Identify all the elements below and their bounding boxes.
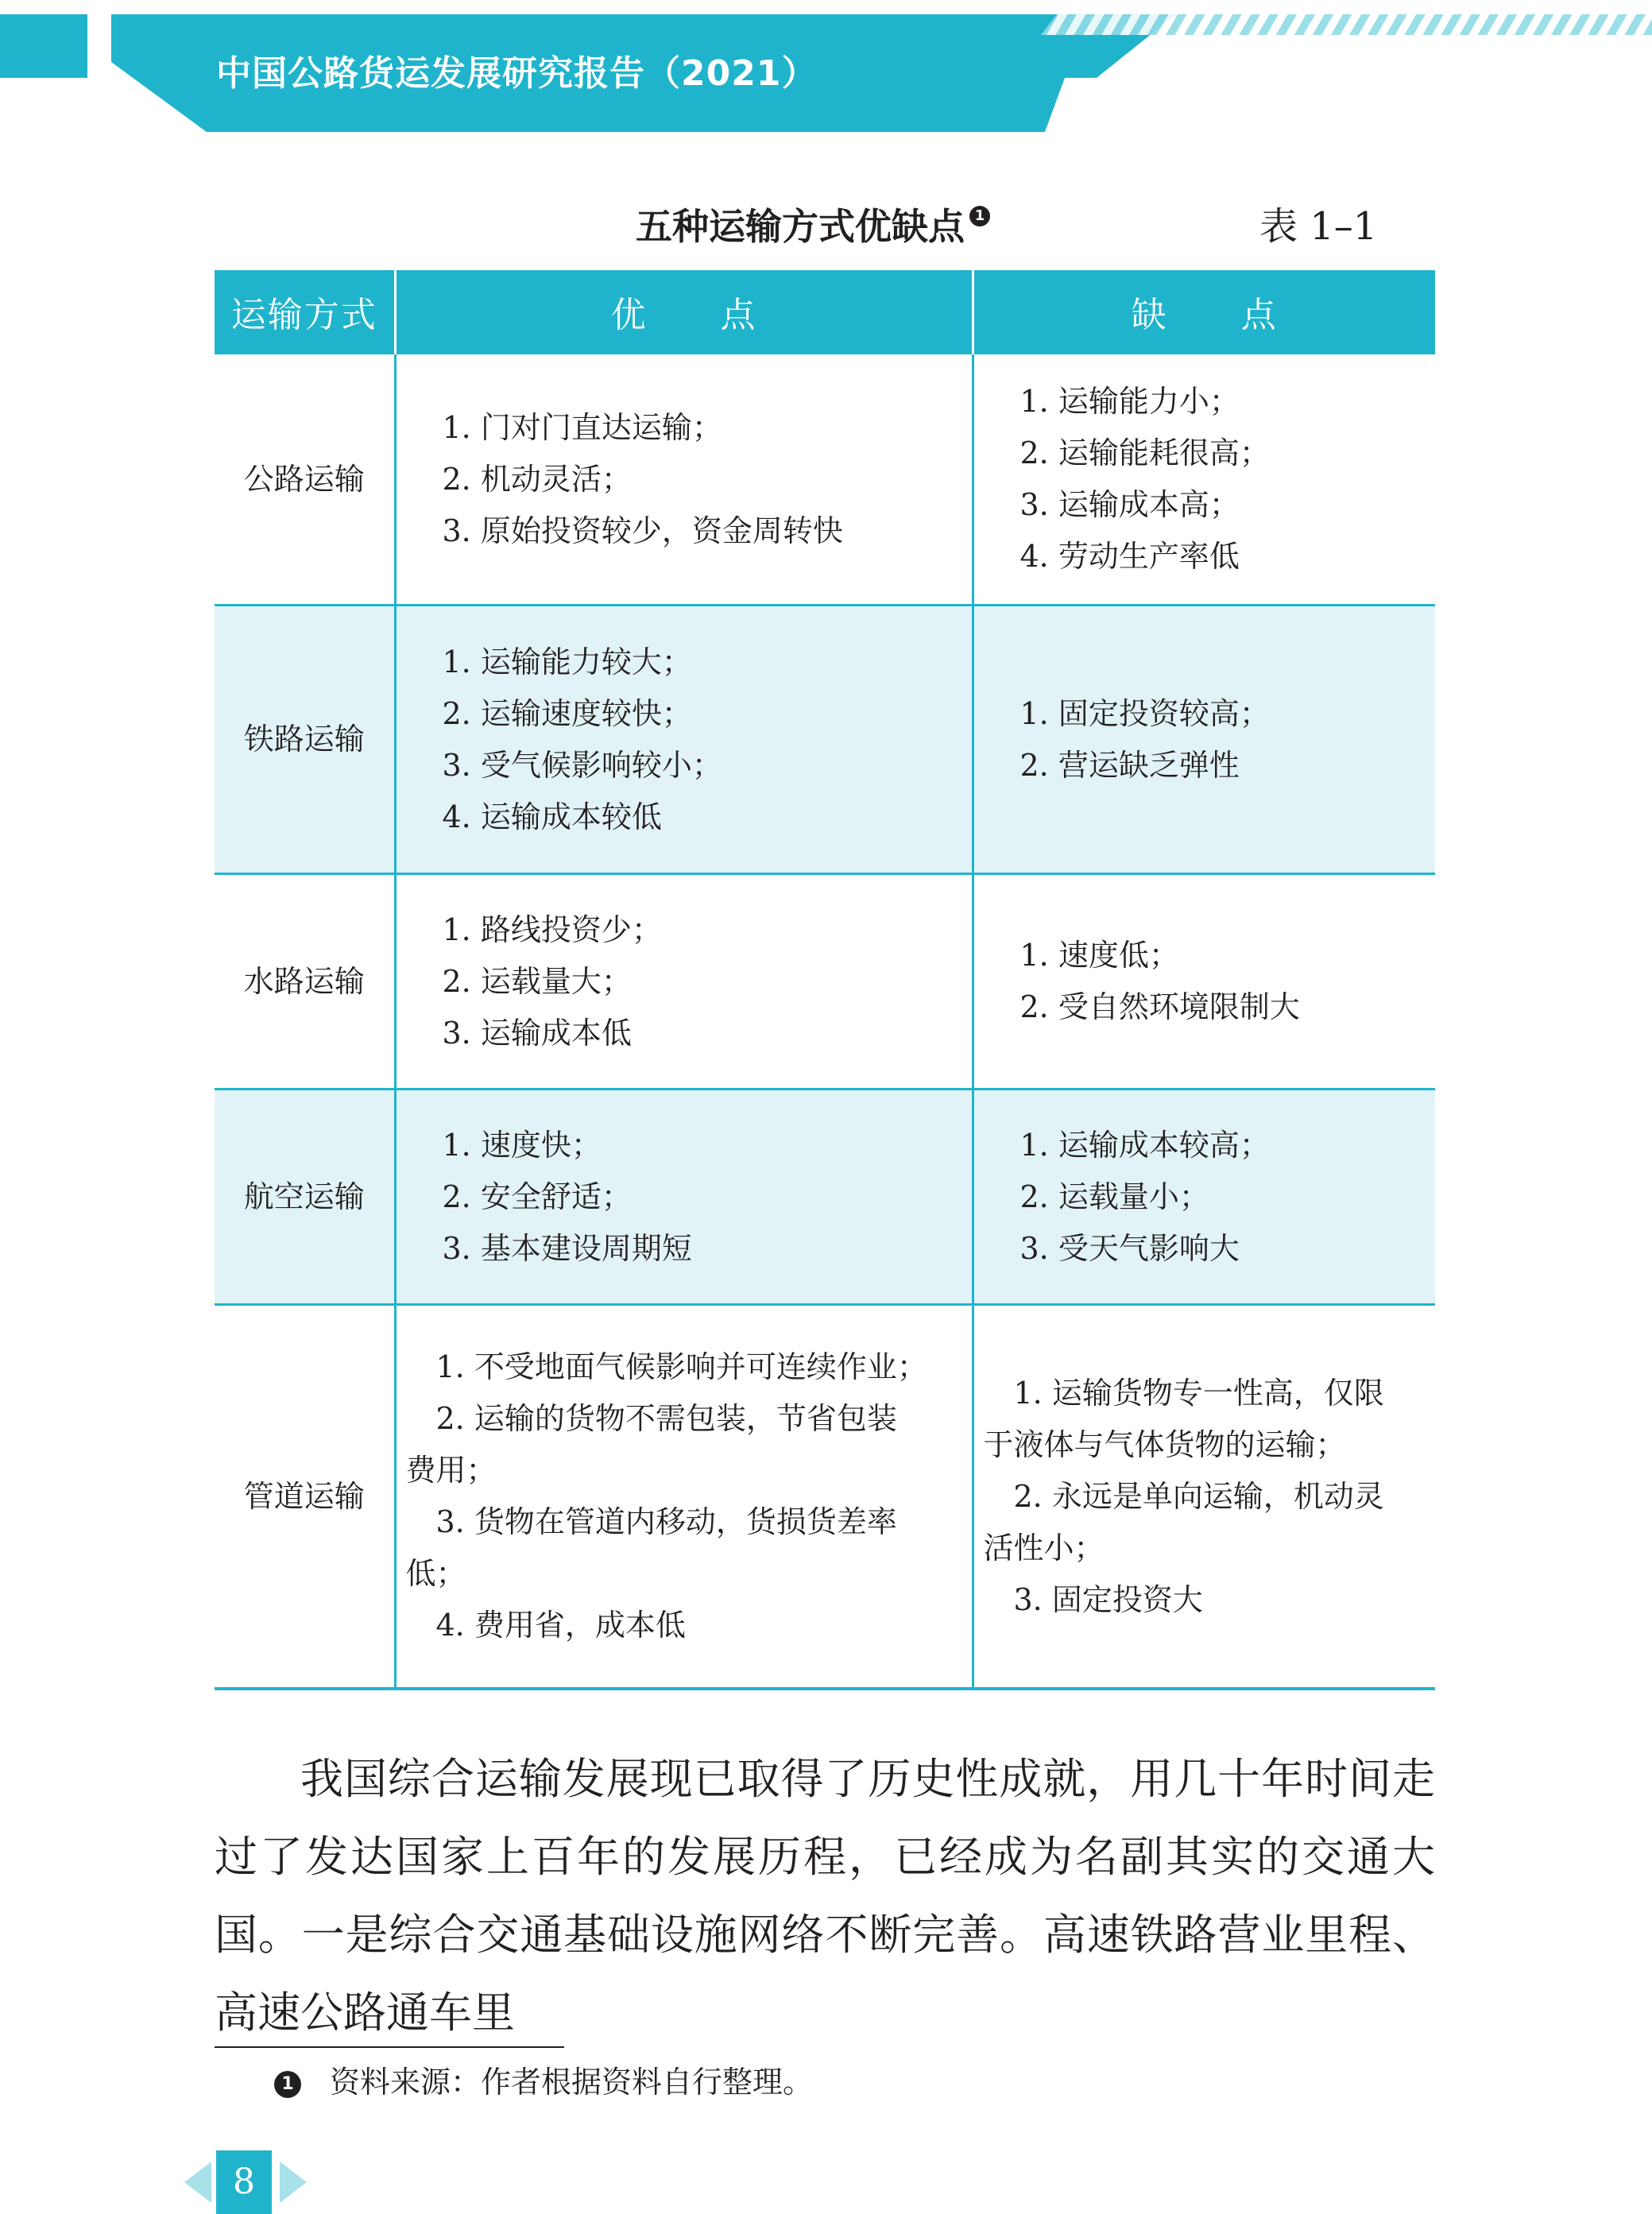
list-item: 1. 运输成本较高； — [1019, 1127, 1270, 1163]
list-item: 2. 安全舒适； — [442, 1179, 632, 1214]
list-item: 2. 机动灵活； — [442, 461, 632, 497]
list-item-continuation: 于液体与气体货物的运输； — [983, 1426, 1346, 1462]
table-row — [215, 354, 1435, 606]
header-cons: 缺 点 — [973, 270, 1435, 354]
list-item: 2. 运输的货物不需包装，节省包装 — [435, 1401, 897, 1436]
pros-cell — [395, 1305, 973, 1690]
list-item: 3. 货物在管道内移动，货损货差率 — [435, 1504, 897, 1539]
header-mode: 运输方式 — [215, 270, 395, 354]
list-item: 1. 路线投资少； — [442, 912, 662, 947]
list-item: 4. 费用省，成本低 — [435, 1608, 686, 1643]
list-item: 3. 受气候影响较小； — [442, 747, 722, 783]
list-item: 1. 不受地面气候影响并可连续作业； — [435, 1349, 927, 1384]
list-item: 3. 固定投资大 — [1013, 1581, 1203, 1617]
cons-cell — [973, 354, 1435, 606]
pros-cell — [395, 606, 973, 874]
mode-cell: 管道运输 — [215, 1305, 395, 1690]
mode-cell: 公路运输 — [215, 354, 395, 606]
list-item: 2. 运载量大； — [442, 963, 632, 999]
header-pros: 优 点 — [395, 270, 973, 354]
pros-cell — [395, 1090, 973, 1305]
list-item: 2. 运输能耗很高； — [1019, 435, 1270, 470]
mode-cell: 铁路运输 — [215, 606, 395, 874]
list-item: 4. 运输成本较低 — [442, 799, 662, 834]
footnote — [274, 2058, 813, 2106]
table-row — [215, 1090, 1435, 1305]
table-row — [215, 874, 1435, 1090]
table-caption-text: 五种运输方式优缺点 — [636, 205, 965, 248]
list-item: 3. 运输成本低 — [442, 1015, 632, 1051]
pros-cell — [395, 354, 973, 606]
cons-cell — [973, 1090, 1435, 1305]
header-accent-block — [0, 14, 87, 78]
cons-cell — [973, 874, 1435, 1090]
list-item: 1. 速度快； — [442, 1127, 602, 1163]
mode-cell: 水路运输 — [215, 874, 395, 1090]
list-item: 1. 运输能力较大； — [442, 644, 692, 679]
comparison-table — [215, 270, 1435, 1690]
next-page-arrow-icon[interactable] — [280, 2162, 307, 2203]
list-item: 2. 运输速度较快； — [442, 695, 692, 731]
header-stripes — [993, 14, 1652, 35]
footnote-marker[interactable]: 1 — [969, 206, 990, 226]
list-item: 3. 运输成本高； — [1019, 487, 1240, 522]
list-item: 2. 运载量小； — [1019, 1179, 1209, 1214]
table-row — [215, 606, 1435, 874]
table-header-row — [215, 270, 1435, 354]
footnote-text: 资料来源：作者根据资料自行整理。 — [330, 2065, 814, 2100]
list-item: 3. 基本建设周期短 — [442, 1230, 692, 1266]
pros-cell — [395, 874, 973, 1090]
cons-cell — [973, 1305, 1435, 1690]
cons-cell — [973, 606, 1435, 874]
list-item-continuation: 低； — [405, 1556, 466, 1591]
table-number: 表 1–1 — [1259, 204, 1378, 249]
list-item: 1. 门对门直达运输； — [442, 409, 722, 445]
prev-page-arrow-icon[interactable] — [184, 2162, 211, 2203]
list-item: 1. 运输货物专一性高，仅限 — [1013, 1375, 1384, 1411]
list-item: 2. 受自然环境限制大 — [1019, 989, 1300, 1024]
table-caption — [636, 199, 990, 254]
page-number: 8 — [216, 2150, 272, 2214]
footnote-number: 1 — [274, 2071, 301, 2098]
running-header-title: 中国公路货运发展研究报告（2021） — [216, 53, 818, 94]
footnote-divider — [215, 2046, 564, 2048]
list-item: 2. 营运缺乏弹性 — [1019, 747, 1240, 783]
body-paragraph: 我国综合运输发展现已取得了历史性成就，用几十年时间走过了发达国家上百年的发展历程，已经成为名副其实的交通大国。一是综合交通基础设施网络不断完善。高速铁路营业里程、高速公路通车里 — [215, 1754, 1435, 2038]
table-row — [215, 1305, 1435, 1690]
list-item-continuation: 活性小； — [983, 1530, 1105, 1566]
list-item: 1. 运输能力小； — [1019, 384, 1240, 419]
list-item: 3. 原始投资较少，资金周转快 — [442, 513, 843, 548]
list-item: 2. 永远是单向运输，机动灵 — [1013, 1478, 1384, 1514]
list-item: 1. 速度低； — [1019, 938, 1179, 973]
list-item-continuation: 费用； — [405, 1453, 497, 1488]
list-item: 4. 劳动生产率低 — [1019, 539, 1240, 574]
list-item: 1. 固定投资较高； — [1019, 695, 1270, 731]
list-item: 3. 受天气影响大 — [1019, 1230, 1240, 1266]
mode-cell: 航空运输 — [215, 1090, 395, 1305]
